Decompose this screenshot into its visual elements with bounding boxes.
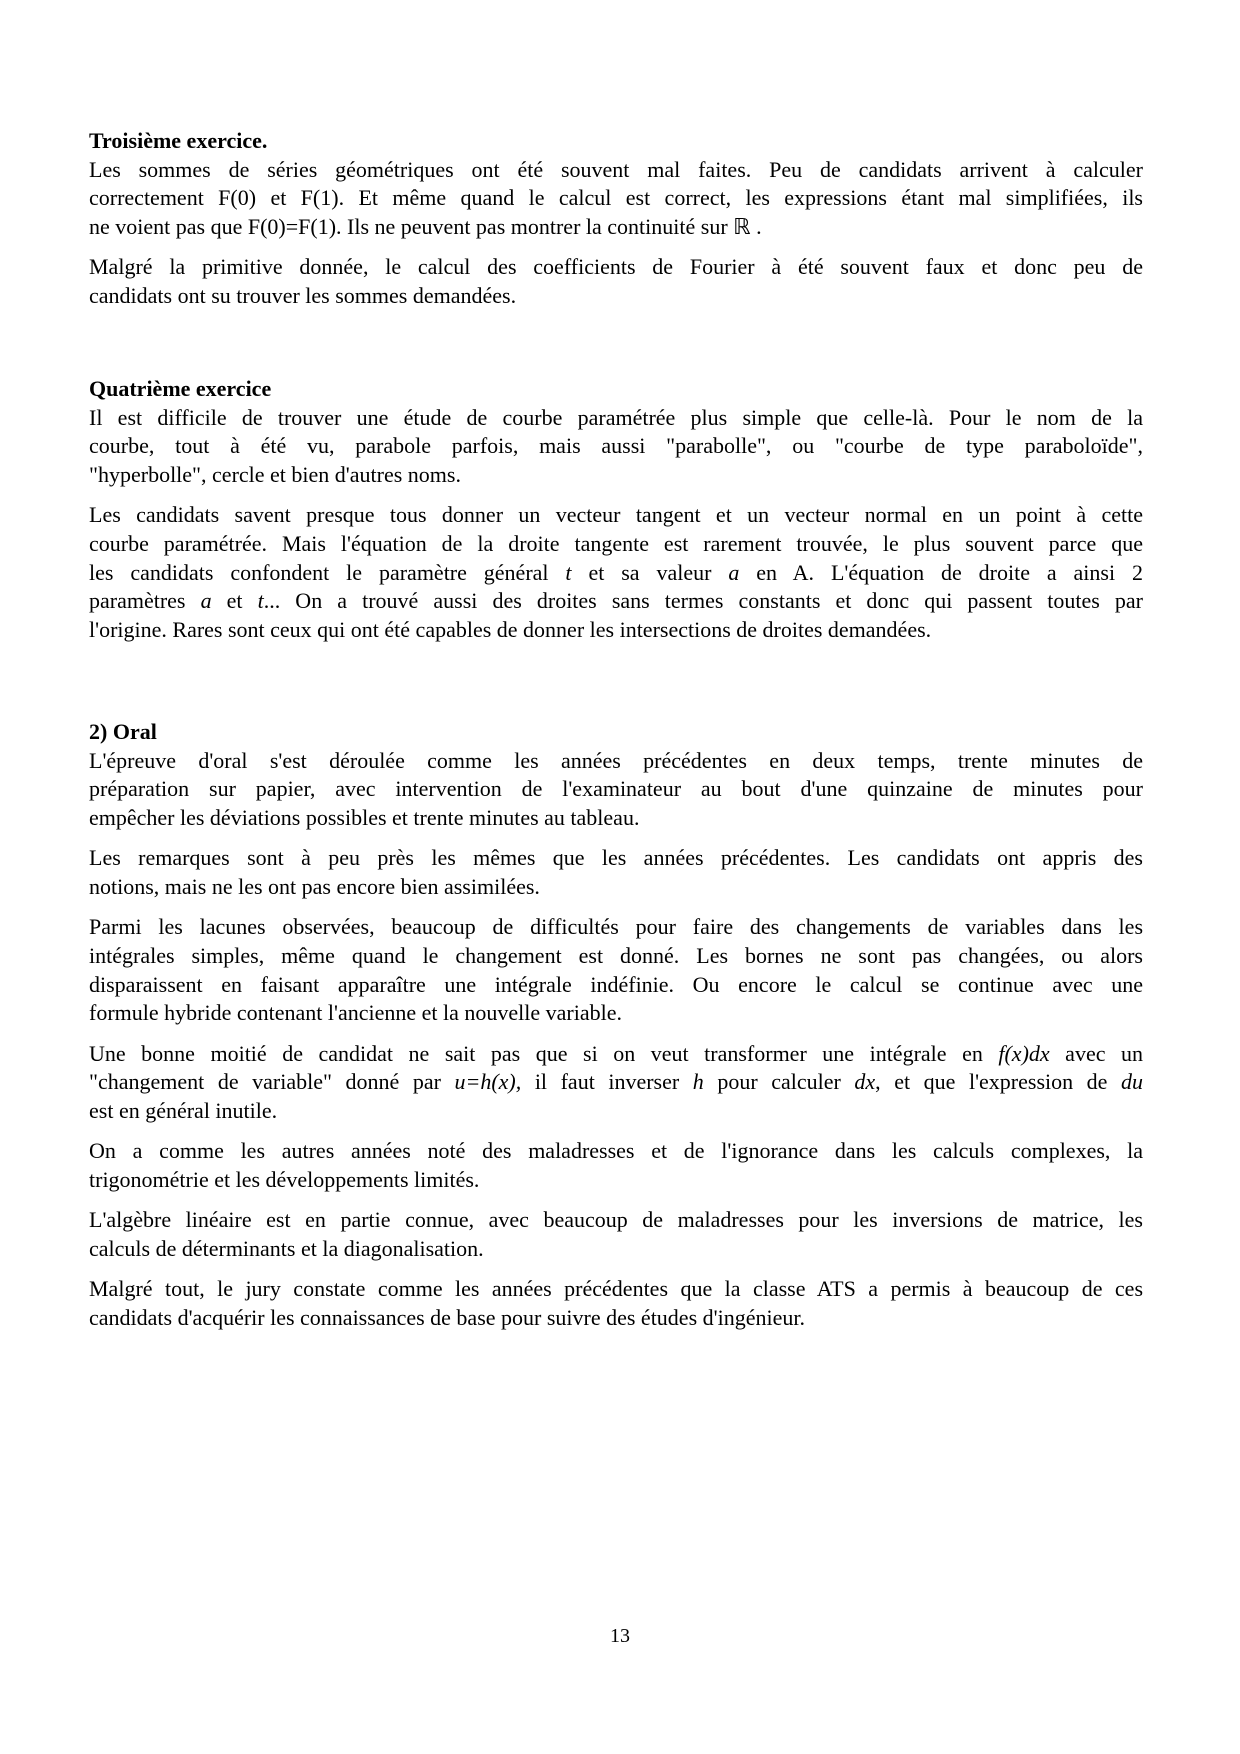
text-line: candidats ont su trouver les sommes demandées. (89, 283, 517, 309)
math-variable: u=h(x), (454, 1069, 522, 1095)
math-variable: a (728, 559, 740, 585)
text-line: Les remarques sont à peu près les mêmes que les années précédentes. Les candidats ont appris des (89, 845, 1143, 871)
math-variable: a (200, 588, 212, 614)
text-line: Parmi les lacunes observées, beaucoup de difficultés pour faire des changements de variables dans les (89, 914, 1143, 940)
math-variable: t (565, 559, 572, 585)
math-variable: h (692, 1069, 704, 1095)
paragraph (89, 747, 1143, 833)
math-variable: du (1121, 1069, 1144, 1095)
text-line (89, 587, 1143, 616)
text-line: l'origine. Rares sont ceux qui ont été capables de donner les intersections de droites demandées. (89, 617, 932, 643)
text-line: Les candidats savent presque tous donner un vecteur tangent et un vecteur normal en un point à cette (89, 502, 1143, 528)
paragraph (89, 404, 1143, 490)
text-line: Malgré la primitive donnée, le calcul des coefficients de Fourier à été souvent faux et donc peu de (89, 254, 1143, 280)
paragraph (89, 844, 1143, 901)
text-line: candidats d'acquérir les connaissances de base pour suivre des études d'ingénieur. (89, 1304, 805, 1330)
text-line: formule hybride contenant l'ancienne et la nouvelle variable. (89, 1000, 622, 1026)
text-segment: Une bonne moitié de candidat ne sait pas que si on veut transformer une intégrale en (89, 1040, 999, 1066)
text-line: Malgré tout, le jury constate comme les années précédentes que la classe ATS a permis à beaucoup de ces (89, 1275, 1143, 1301)
text-line: L'épreuve d'oral s'est déroulée comme les années précédentes en deux temps, trente minutes de (89, 747, 1143, 773)
text-line: trigonométrie et les développements limités. (89, 1166, 480, 1192)
paragraph (89, 1206, 1143, 1263)
paragraph (89, 1275, 1143, 1332)
text-line: intégrales simples, même quand le changement est donné. Les bornes ne sont pas changées, ou alors (89, 942, 1143, 968)
paragraph (89, 156, 1143, 242)
section-heading: Quatrième exercice (89, 376, 272, 401)
text-line: L'algèbre linéaire est en partie connue, avec beaucoup de maladresses pour les inversions de matrice, les (89, 1207, 1143, 1233)
text-line: ne voient pas que F(0)=F(1). Ils ne peuvent pas montrer la continuité sur ℝ . (89, 214, 762, 240)
paragraph (89, 913, 1143, 1028)
text-line: Il est difficile de trouver une étude de courbe paramétrée plus simple que celle-là. Pour le nom de la (89, 404, 1143, 430)
text-line: "hyperbolle", cercle et bien d'autres noms. (89, 462, 461, 488)
paragraph (89, 253, 1143, 310)
section-quatrieme-exercice (89, 375, 1143, 645)
text-line: disparaissent en faisant apparaître une intégrale indéfinie. Ou encore le calcul se continue avec une (89, 971, 1143, 997)
text-line (89, 1068, 1143, 1097)
text-segment: avec un (1049, 1040, 1143, 1066)
page-number: 13 (610, 1625, 630, 1647)
section-heading: 2) Oral (89, 719, 157, 744)
text-line: calculs de déterminants et la diagonalisation. (89, 1235, 484, 1261)
paragraph (89, 501, 1143, 645)
text-segment: "changement de variable" donné par (89, 1069, 455, 1095)
text-line: courbe, tout à été vu, parabole parfois, mais aussi "parabolle", ou "courbe de type paraboloïde", (89, 433, 1143, 459)
text-segment: en A. L'équation de droite a ainsi 2 (739, 559, 1143, 585)
text-segment: et sa valeur (571, 559, 729, 585)
text-segment: les candidats confondent le paramètre général (89, 559, 566, 585)
text-segment: pour calculer (703, 1069, 855, 1095)
section-oral (89, 718, 1143, 1332)
text-line (89, 559, 1143, 588)
paragraph (89, 1040, 1143, 1126)
text-line: empêcher les déviations possibles et trente minutes au tableau. (89, 805, 640, 831)
text-line: notions, mais ne les ont pas encore bien assimilées. (89, 874, 540, 900)
text-line: courbe paramétrée. Mais l'équation de la droite tangente est rarement trouvée, le plus souvent parce que (89, 531, 1143, 557)
text-segment: et (211, 588, 258, 614)
math-variable: t (257, 588, 264, 614)
text-segment: ... On a trouvé aussi des droites sans termes constants et donc qui passent toutes par (263, 588, 1143, 614)
text-segment: paramètres (89, 588, 201, 614)
math-variable: dx (854, 1069, 876, 1095)
text-segment: , et que l'expression de (875, 1069, 1122, 1095)
text-line: On a comme les autres années noté des maladresses et de l'ignorance dans les calculs complexes, la (89, 1138, 1143, 1164)
text-line: préparation sur papier, avec intervention de l'examinateur au bout d'une quinzaine de minutes pour (89, 776, 1143, 802)
text-line (89, 1040, 1143, 1069)
text-line: correctement F(0) et F(1). Et même quand le calcul est correct, les expressions étant mal simplifiées, ils (89, 185, 1143, 211)
text-line: est en général inutile. (89, 1097, 278, 1123)
math-variable: f(x)dx (998, 1040, 1050, 1066)
paragraph (89, 1137, 1143, 1194)
section-heading: Troisième exercice. (89, 128, 268, 153)
text-segment: il faut inverser (521, 1069, 693, 1095)
text-line: Les sommes de séries géométriques ont été souvent mal faites. Peu de candidats arrivent à calculer (89, 156, 1143, 182)
section-troisieme-exercice (89, 127, 1143, 311)
